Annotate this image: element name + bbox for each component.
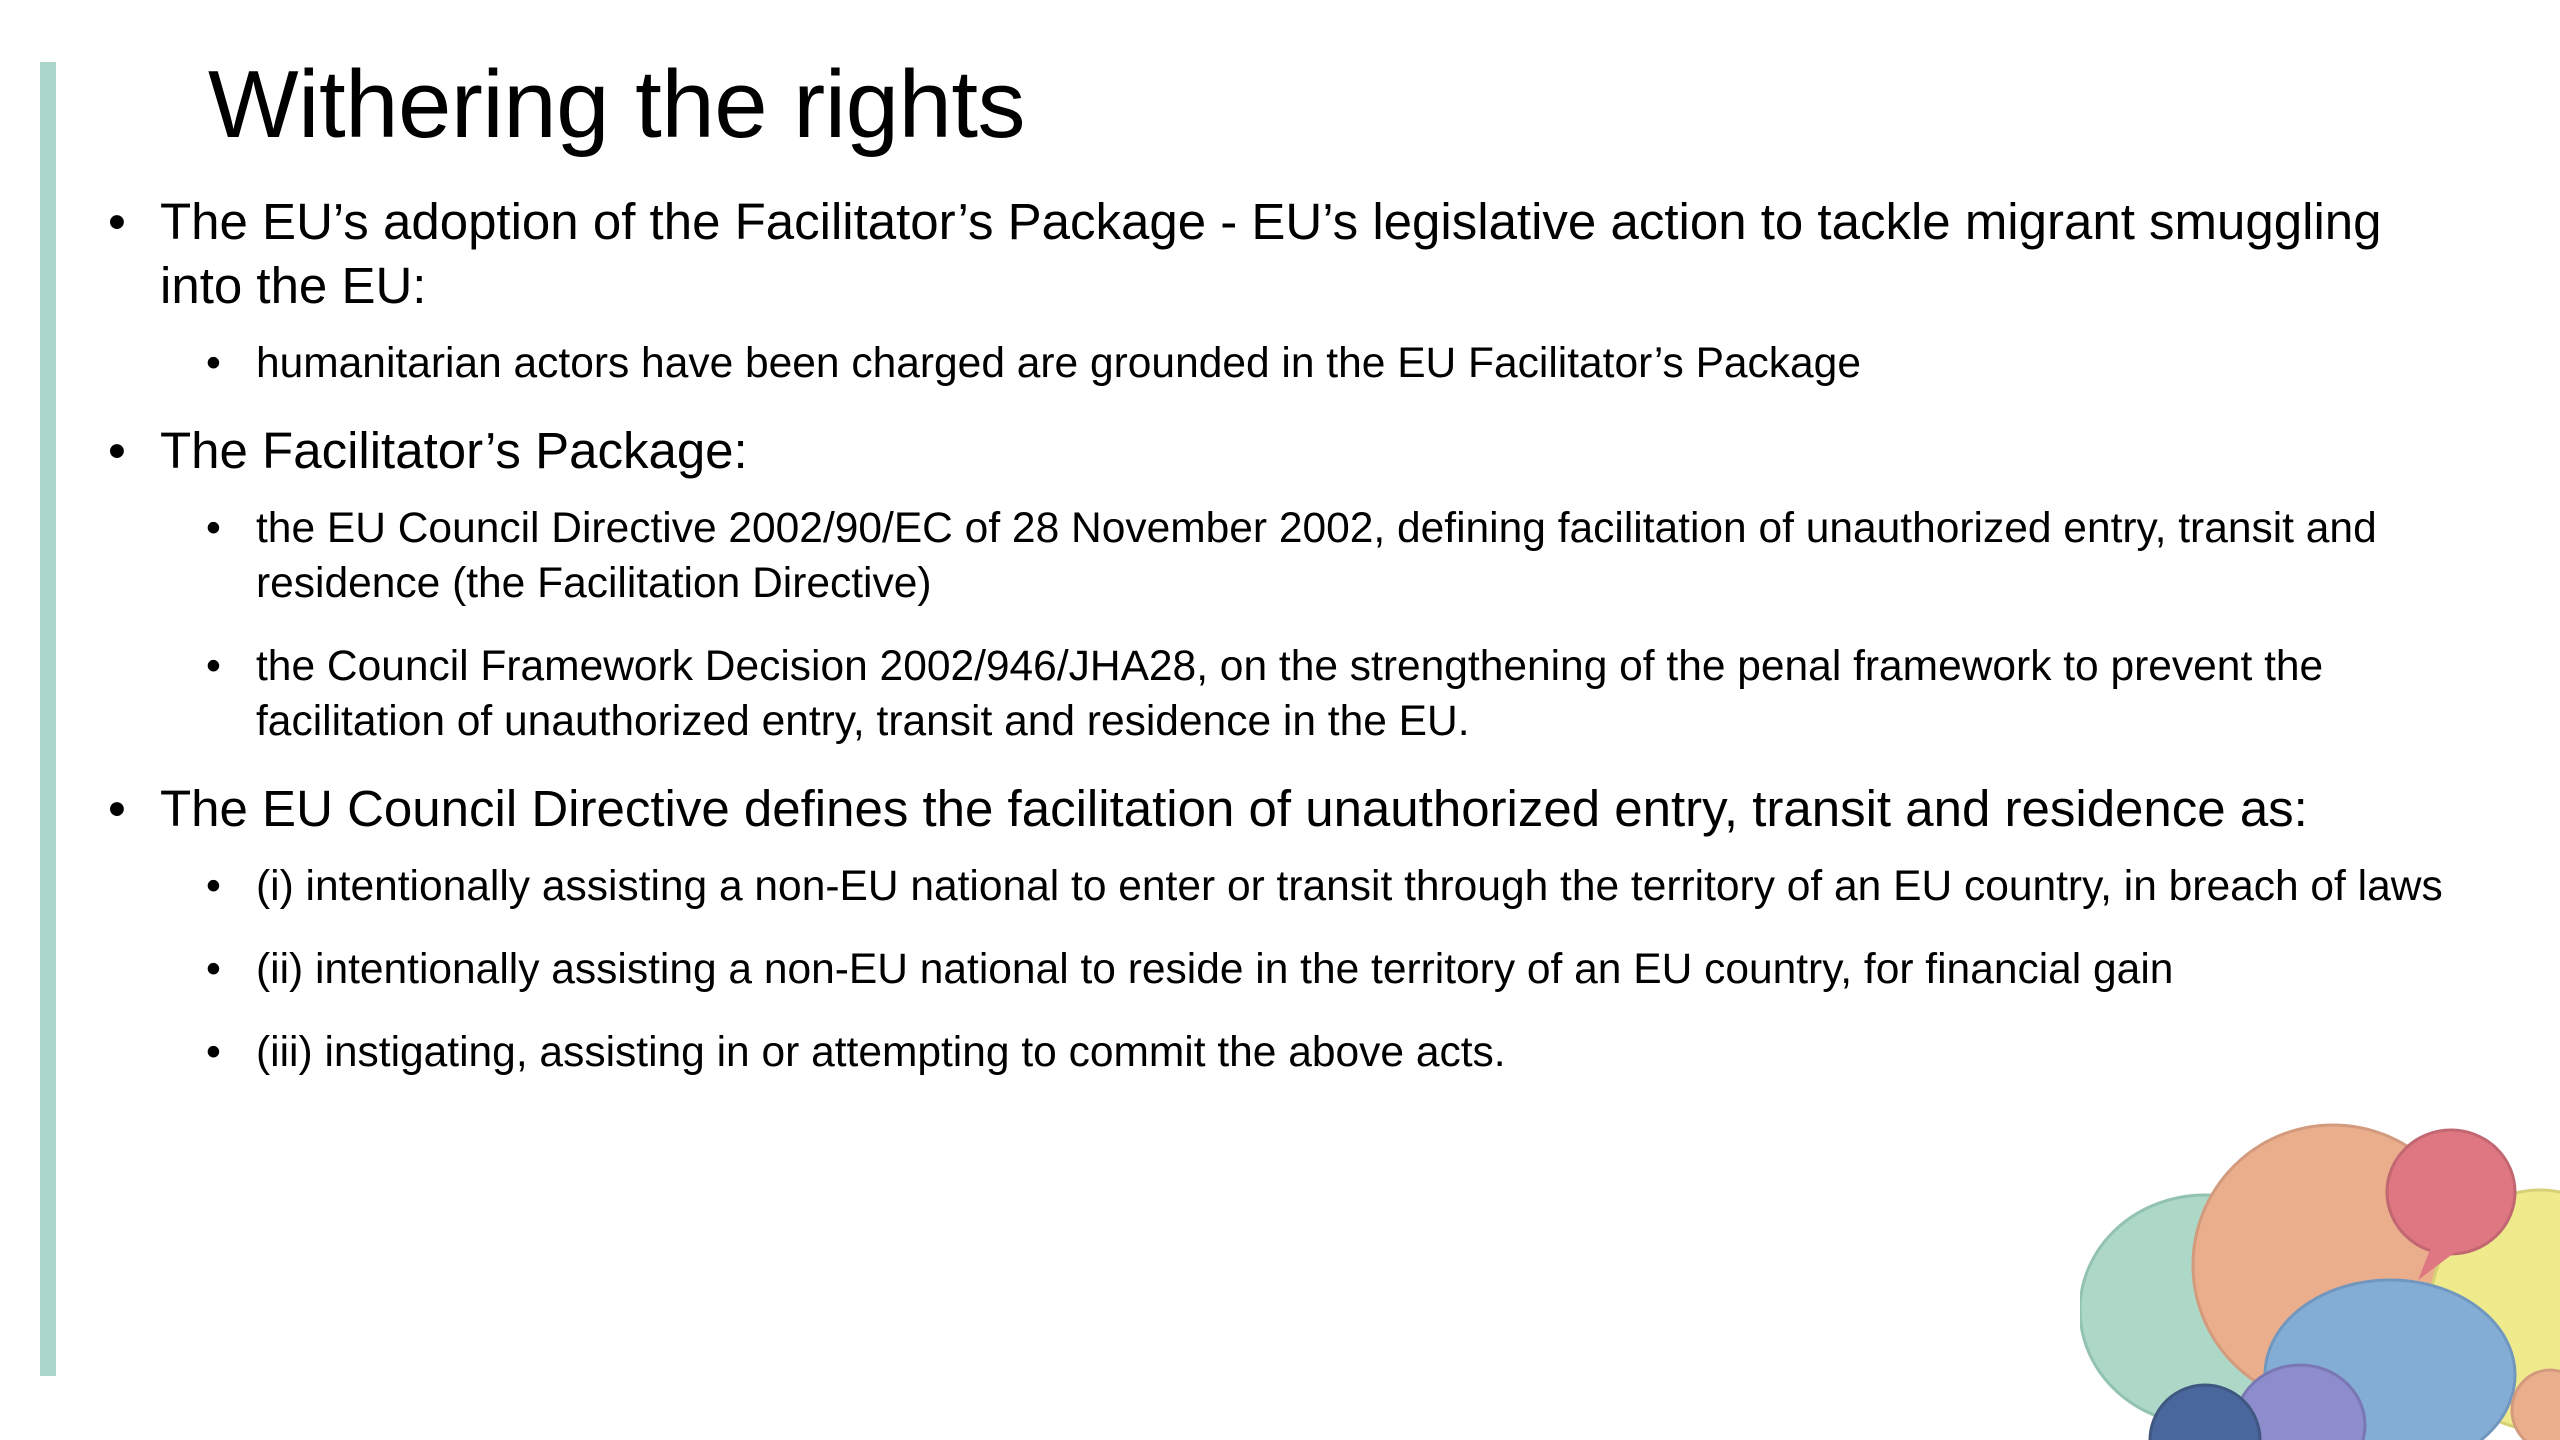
bullet-text: The Facilitator’s Package:: [160, 422, 748, 479]
sub-bullet-text: (iii) instigating, assisting in or attempting to commit the above acts.: [256, 1029, 1506, 1076]
bullet-icon: [206, 639, 221, 694]
sub-bullet-item: [108, 942, 2458, 997]
bullet-icon: [206, 501, 221, 556]
accent-bar: [40, 62, 56, 1376]
bullet-item: [108, 777, 2458, 841]
slide-title: Withering the rights: [208, 51, 1026, 158]
bullet-icon: [206, 1025, 221, 1080]
bullet-icon: [108, 419, 126, 483]
bullet-icon: [108, 190, 126, 254]
bullet-icon: [206, 336, 221, 391]
sub-bullet-item: [108, 1025, 2458, 1080]
sub-bullet-text: the EU Council Directive 2002/90/EC of 28 November 2002, defining facilitation of unauthorized entry, transit and residence (the Facilitation Directive): [256, 505, 2377, 607]
bullet-icon: [108, 777, 126, 841]
bullet-item: [108, 419, 2458, 483]
sub-bullet-text: (ii) intentionally assisting a non-EU national to reside in the territory of an EU country, for financial gain: [256, 946, 2174, 993]
bullet-text: The EU’s adoption of the Facilitator’s Package - EU’s legislative action to tackle migrant smuggling into the EU:: [160, 193, 2382, 314]
sub-bullet-item: [108, 501, 2458, 611]
speech-bubbles-cluster-icon: [2080, 1110, 2560, 1440]
bullet-item: [108, 190, 2458, 318]
bullet-text: The EU Council Directive defines the facilitation of unauthorized entry, transit and residence as:: [160, 780, 2308, 837]
sub-bullet-item: [108, 859, 2458, 914]
sub-bullet-text: (i) intentionally assisting a non-EU national to enter or transit through the territory of an EU country, in breach of laws: [256, 863, 2443, 910]
sub-bullet-text: the Council Framework Decision 2002/946/JHA28, on the strengthening of the penal framework to prevent the facilitation of unauthorized entry, transit and residence in the EU.: [256, 643, 2324, 745]
bullet-icon: [206, 942, 221, 997]
sub-bullet-text: humanitarian actors have been charged are grounded in the EU Facilitator’s Package: [256, 340, 1861, 387]
sub-bullet-item: [108, 639, 2458, 749]
slide-body: [108, 190, 2458, 1080]
red-bubble: [2387, 1130, 2515, 1254]
sub-bullet-item: [108, 336, 2458, 391]
bullet-icon: [206, 859, 221, 914]
